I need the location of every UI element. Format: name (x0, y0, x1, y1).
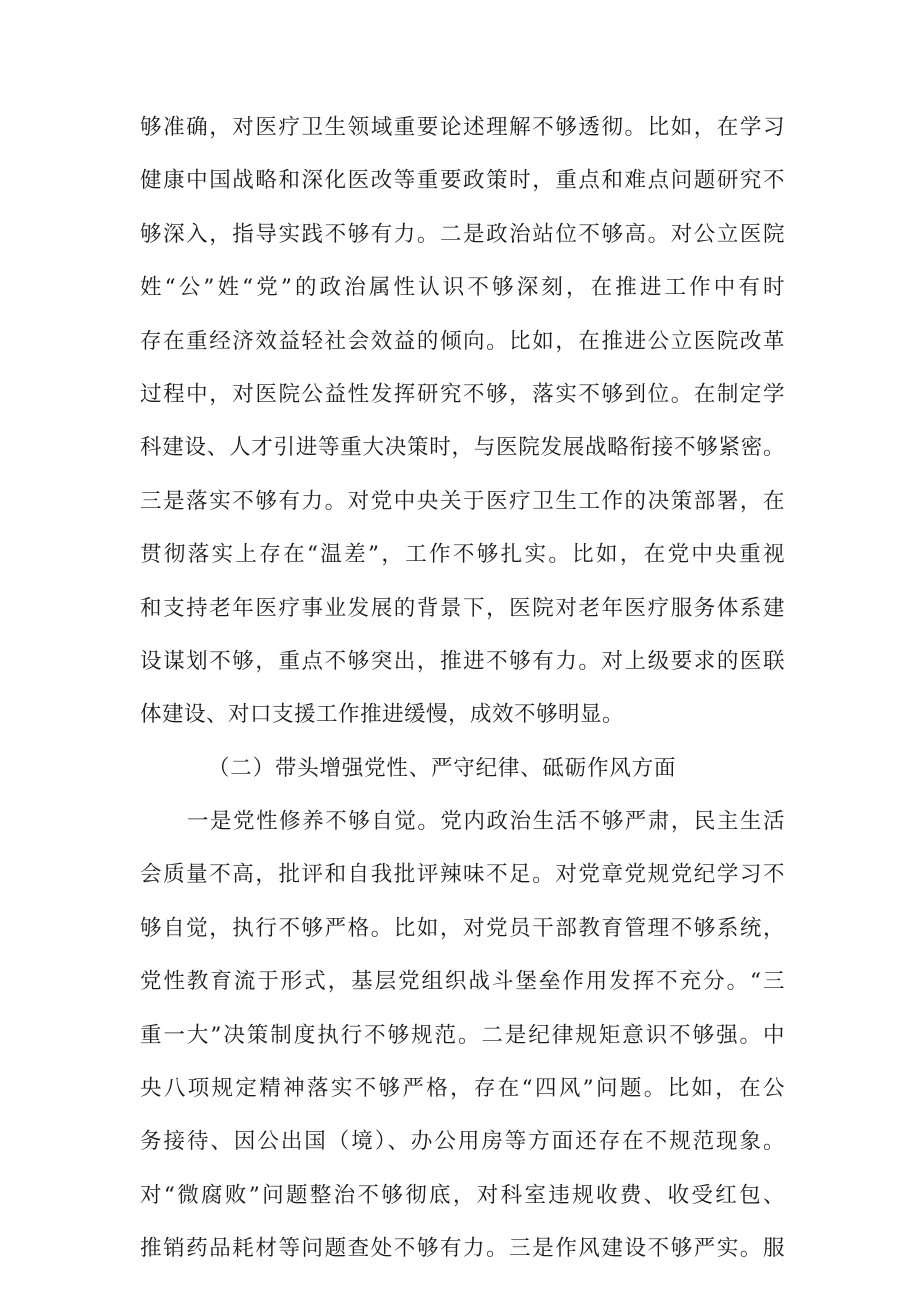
text-line: 务接待、因公出国（境）、办公用房等方面还存在不规范现象。 (140, 1129, 785, 1155)
text-line: 党性教育流于形式，基层党组织战斗堡垒作用发挥不充分。“三 (140, 969, 785, 995)
paragraph-2 (140, 795, 785, 1276)
text-line: 存在重经济效益轻社会效益的倾向。比如，在推进公立医院改革 (140, 328, 785, 354)
paragraph-1 (140, 101, 785, 742)
text-line: 体建设、对口支援工作推进缓慢，成效不够明显。 (140, 702, 625, 728)
text-line: 对“微腐败”问题整治不够彻底，对科室违规收费、收受红包、 (140, 1182, 785, 1208)
text-line: 够自觉，执行不够严格。比如，对党员干部教育管理不够系统， (140, 915, 785, 941)
text-line: 贯彻落实上存在“温差”，工作不够扎实。比如，在党中央重视 (140, 542, 785, 568)
text-line: 央八项规定精神落实不够严格，存在“四风”问题。比如，在公 (140, 1076, 785, 1102)
text-line: 重一大”决策制度执行不够规范。二是纪律规矩意识不够强。中 (140, 1022, 785, 1048)
text-line: 会质量不高，批评和自我批评辣味不足。对党章党规党纪学习不 (140, 862, 785, 888)
text-line: 设谋划不够，重点不够突出，推进不够有力。对上级要求的医联 (140, 648, 785, 674)
text-line: 过程中，对医院公益性发挥研究不够，落实不够到位。在制定学 (140, 381, 785, 407)
document-body (140, 101, 785, 1276)
section-heading: （二）带头增强党性、严守纪律、砥砺作风方面 (208, 755, 677, 781)
text-line: 推销药品耗材等问题查处不够有力。三是作风建设不够严实。服 (140, 1236, 785, 1262)
text-line: 姓“公”姓“党”的政治属性认识不够深刻，在推进工作中有时 (140, 275, 785, 301)
text-line: 健康中国战略和深化医改等重要政策时，重点和难点问题研究不 (140, 168, 785, 194)
text-line: 够准确，对医疗卫生领域重要论述理解不够透彻。比如，在学习 (140, 115, 785, 140)
text-line: 科建设、人才引进等重大决策时，与医院发展战略衔接不够紧密。 (140, 435, 785, 461)
text-line: 够深入，指导实践不够有力。二是政治站位不够高。对公立医院 (140, 221, 785, 247)
text-line: 和支持老年医疗事业发展的背景下，医院对老年医疗服务体系建 (140, 595, 785, 621)
text-line: 三是落实不够有力。对党中央关于医疗卫生工作的决策部署，在 (140, 488, 785, 514)
text-line: 一是党性修养不够自觉。党内政治生活不够严肃，民主生活 (187, 809, 785, 835)
